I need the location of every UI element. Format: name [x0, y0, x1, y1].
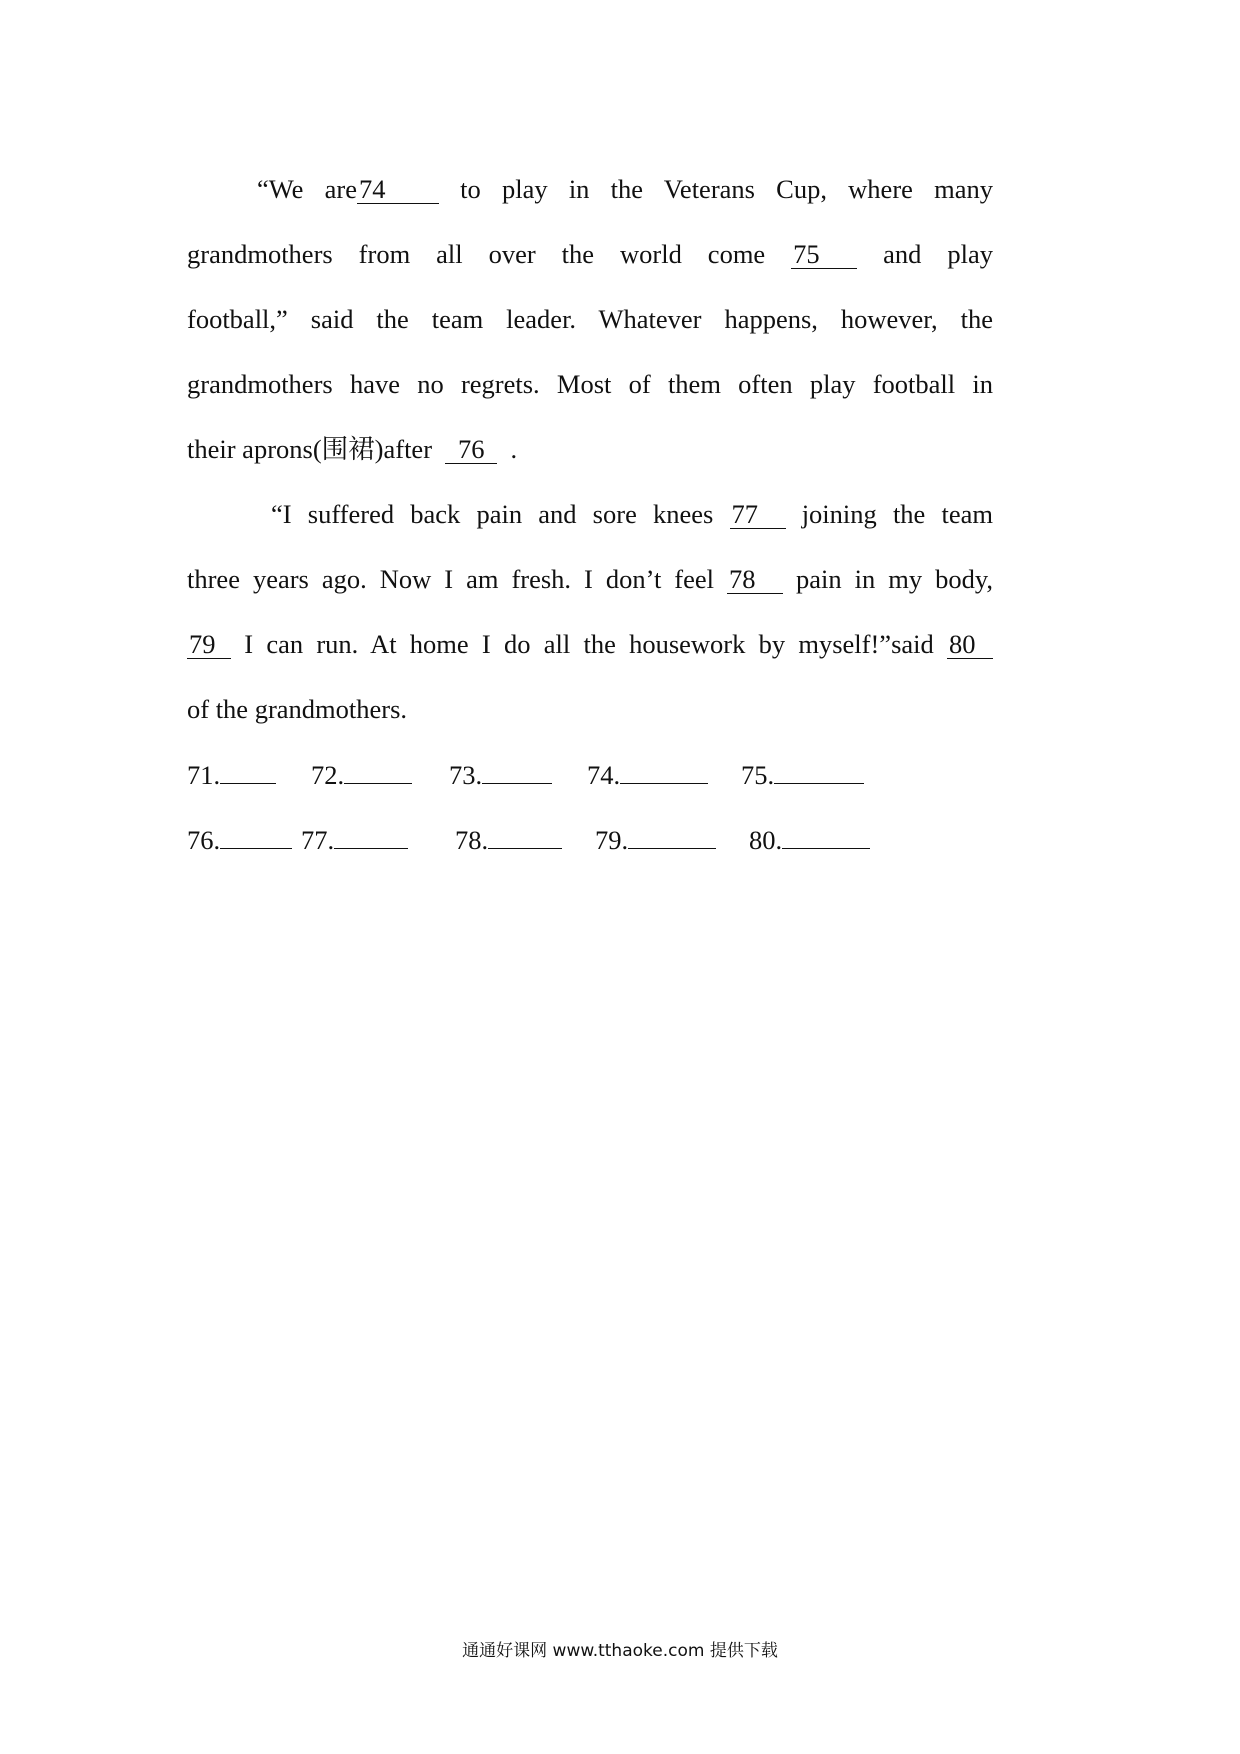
answer-row — [187, 743, 987, 808]
passage-text: football,” said the team leader. Whatever happens, however, the — [187, 304, 993, 334]
answer-item: 79. — [595, 808, 716, 873]
passage-text: . — [510, 434, 518, 464]
passage-line — [187, 222, 993, 287]
footer-credit: 通通好课网 www.tthaoke.com 提供下载 — [462, 1641, 778, 1661]
blank-77: 77 — [730, 501, 786, 529]
passage-line — [187, 417, 993, 482]
passage-text: and play — [883, 239, 993, 269]
blank-75: 75 — [791, 241, 857, 269]
passage-line — [187, 677, 993, 742]
answer-blanks — [187, 743, 987, 873]
answer-item: 76. — [187, 808, 292, 873]
passage-text: joining the team — [801, 499, 993, 529]
passage-text: “We are — [257, 174, 357, 204]
passage-text: I can run. At home I do all the housework by myself!”said — [244, 629, 934, 659]
blank-78: 78 — [727, 566, 783, 594]
answer-item: 78. — [455, 808, 562, 873]
answer-item: 73. — [449, 743, 552, 808]
blank-74: 74 — [357, 176, 439, 204]
passage-text: “I suffered back pain and sore knees — [271, 499, 714, 529]
blank-79: 79 — [187, 631, 231, 659]
answer-item: 77. — [301, 808, 408, 873]
answer-row — [187, 808, 987, 873]
passage — [187, 157, 993, 742]
passage-text: of the grandmothers. — [187, 694, 408, 724]
passage-text: grandmothers have no regrets. Most of them often play football in — [187, 369, 993, 399]
passage-text: their aprons(围裙)after — [187, 434, 433, 464]
passage-line — [187, 352, 993, 417]
passage-line — [187, 482, 993, 547]
passage-line — [187, 612, 993, 677]
passage-text: grandmothers from all over the world come — [187, 239, 766, 269]
answer-item: 80. — [749, 808, 870, 873]
answer-item: 75. — [741, 743, 864, 808]
passage-line — [187, 157, 993, 222]
blank-80: 80 — [947, 631, 993, 659]
passage-line — [187, 287, 993, 352]
passage-line — [187, 547, 993, 612]
blank-76: 76 — [445, 436, 497, 464]
passage-text: three years ago. Now I am fresh. I don’t feel — [187, 564, 715, 594]
answer-item: 71. — [187, 743, 276, 808]
passage-text: to play in the Veterans Cup, where many — [460, 174, 993, 204]
passage-text: pain in my body, — [796, 564, 994, 594]
answer-item: 74. — [587, 743, 708, 808]
answer-item: 72. — [311, 743, 412, 808]
